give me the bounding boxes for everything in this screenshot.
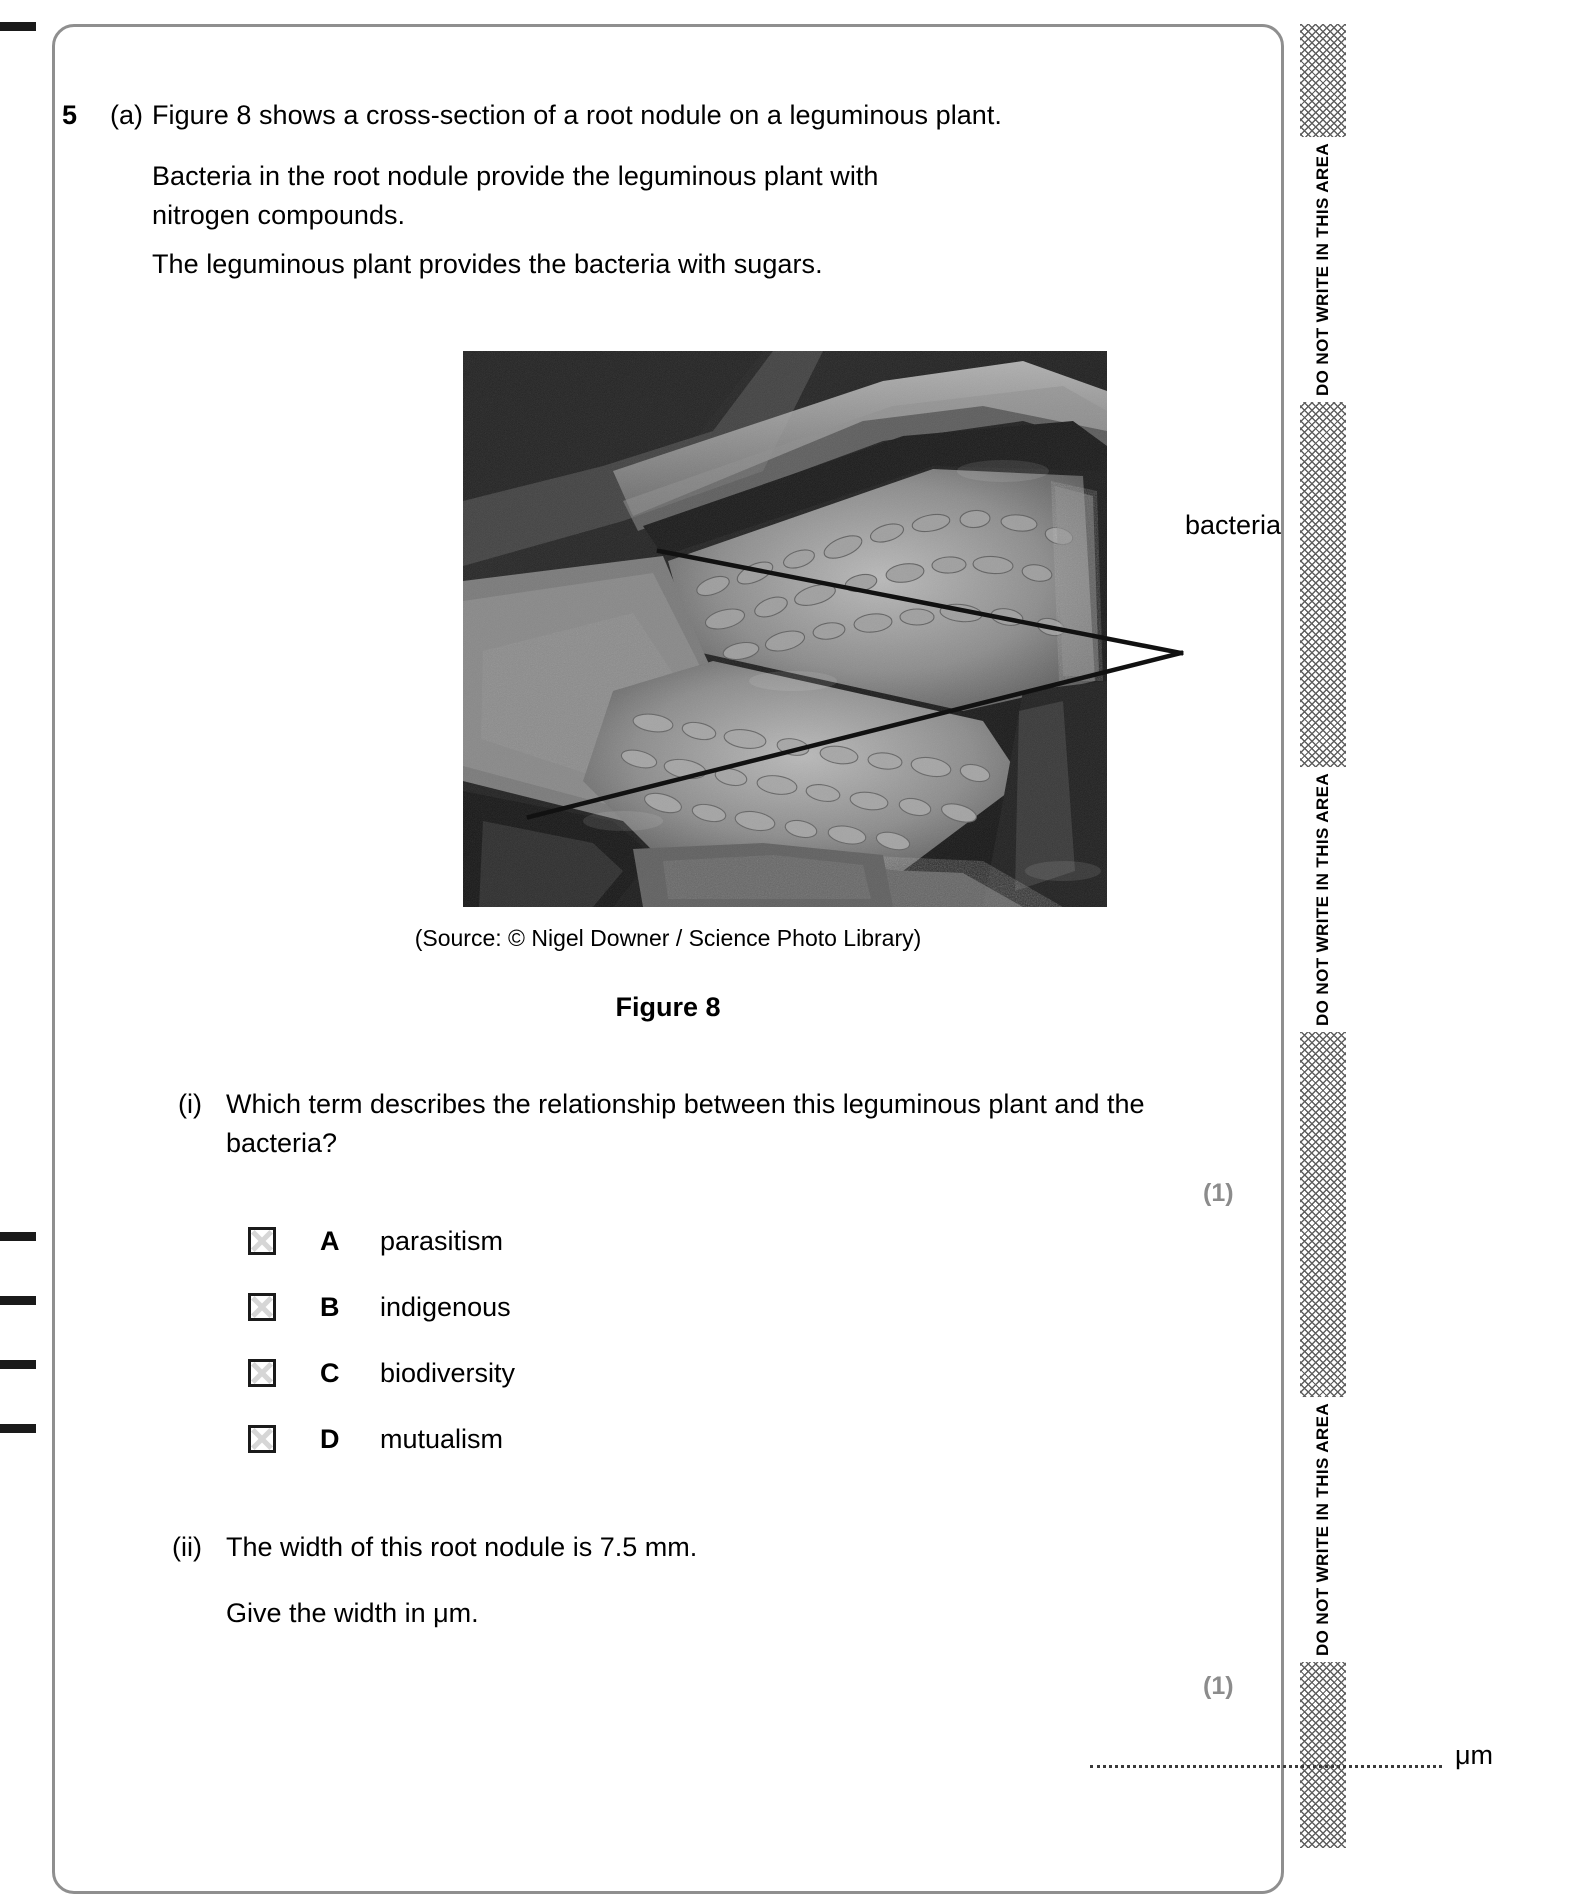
margin-warning-3 [1300, 1370, 1346, 1690]
question-paragraph-3: The leguminous plant provides the bacteria with sugars. [152, 249, 823, 279]
option-letter-d: D [320, 1423, 340, 1454]
checkbox-option-d[interactable] [248, 1425, 276, 1453]
bacteria-label: bacteria [1185, 510, 1282, 540]
option-row-d[interactable] [248, 1422, 503, 1456]
option-row-a[interactable] [248, 1224, 503, 1258]
question-number: 5 [62, 100, 78, 130]
option-text-b: indigenous [380, 1291, 511, 1322]
sub-question-ii-text-line1: The width of this root nodule is 7.5 mm. [226, 1532, 698, 1562]
option-letter-a: A [320, 1225, 340, 1256]
option-text-c: biodiversity [380, 1357, 516, 1388]
checkbox-option-c[interactable] [248, 1359, 276, 1387]
option-text-a: parasitism [380, 1225, 504, 1256]
margin-warning-label: DO NOT WRITE IN THIS AREA [1299, 767, 1347, 1032]
sub-question-i-roman: (i) [178, 1089, 202, 1119]
option-row-b[interactable] [248, 1290, 511, 1324]
margin-warning-label: DO NOT WRITE IN THIS AREA [1299, 1397, 1347, 1662]
option-letter-b: B [320, 1291, 340, 1322]
option-row-c[interactable] [248, 1356, 515, 1390]
margin-warning-label: DO NOT WRITE IN THIS AREA [1299, 137, 1347, 402]
sub-question-i-text: Which term describes the relationship between this leguminous plant and the bacteria? [226, 1089, 1145, 1159]
sub-question-ii-text-line2: Give the width in μm. [226, 1598, 479, 1628]
question-part-letter: (a) [110, 100, 143, 130]
binding-mark [0, 1424, 36, 1433]
figure-caption: Figure 8 [615, 992, 721, 1022]
sub-question-ii-marks: (1) [1203, 1672, 1234, 1700]
question-paragraph-2: Bacteria in the root nodule provide the leguminous plant with nitrogen compounds. [152, 161, 879, 231]
binding-mark [0, 22, 36, 31]
answer-input-line[interactable] [1090, 1762, 1442, 1768]
checkbox-option-b[interactable] [248, 1293, 276, 1321]
checkbox-option-a[interactable] [248, 1227, 276, 1255]
binding-mark [0, 1360, 36, 1369]
option-text-d: mutualism [380, 1423, 504, 1454]
root-nodule-micrograph [463, 351, 1107, 907]
question-paragraph-1: Figure 8 shows a cross-section of a root nodule on a leguminous plant. [152, 100, 1002, 130]
binding-mark [0, 1232, 36, 1241]
option-letter-c: C [320, 1357, 340, 1388]
sub-question-ii-roman: (ii) [172, 1532, 202, 1562]
margin-warning-1 [1300, 110, 1346, 430]
figure-source-credit: (Source: © Nigel Downer / Science Photo Library) [414, 925, 922, 951]
binding-mark [0, 1296, 36, 1305]
answer-unit-label: μm [1455, 1740, 1494, 1770]
figure-8-image [463, 351, 1107, 907]
sub-question-i-marks: (1) [1203, 1179, 1234, 1207]
micrograph-graphic [463, 351, 1107, 907]
